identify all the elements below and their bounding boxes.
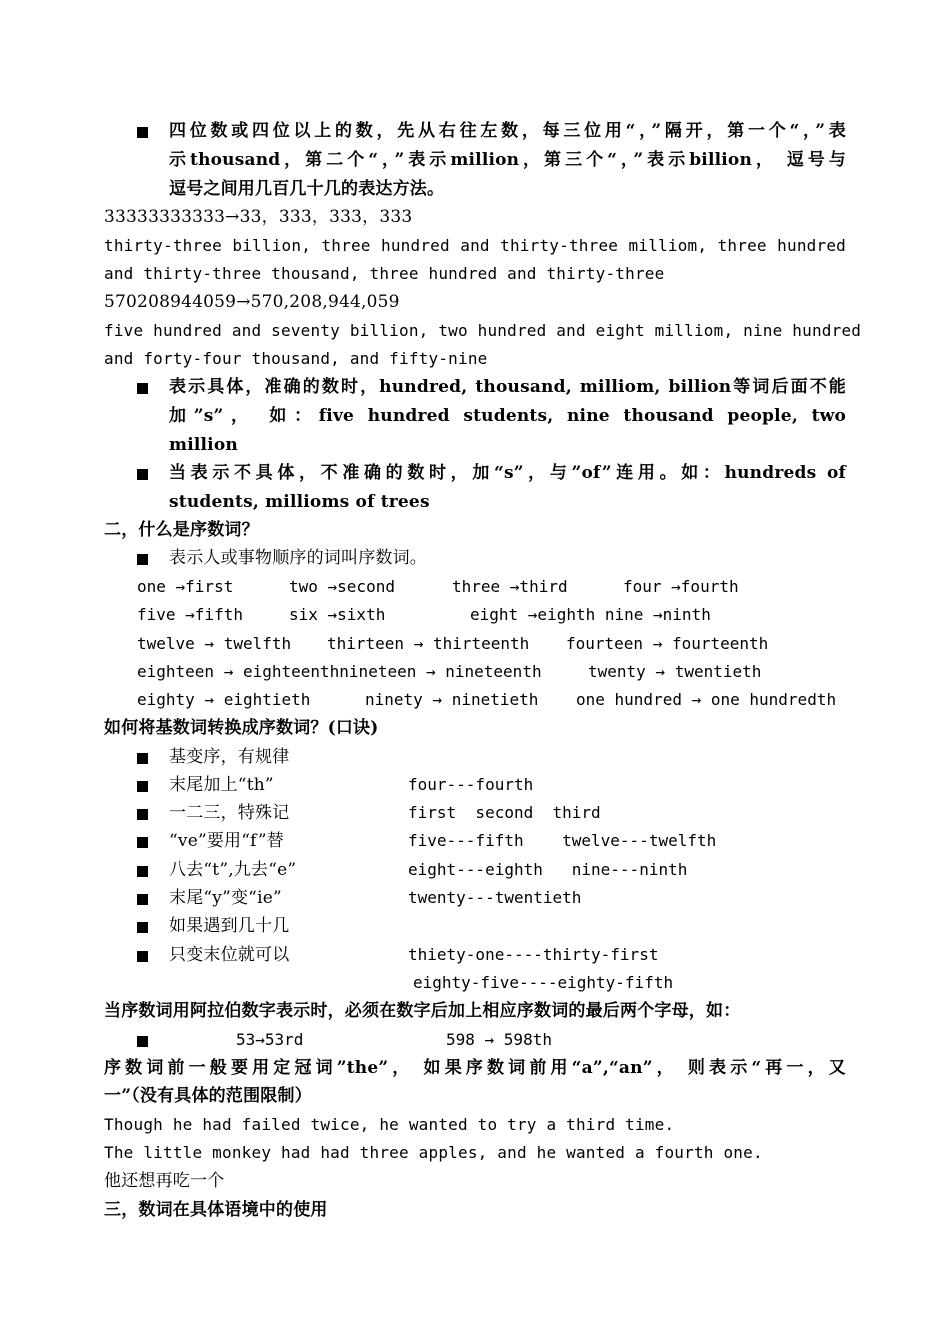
ordinal-pair: one hundred → one hundredth (576, 690, 837, 709)
bullet-square (137, 117, 151, 145)
ordinal-pair: ninety → ninetieth (365, 690, 539, 709)
bullet-square (137, 771, 151, 799)
ordinal-pair: fourteen → fourteenth (566, 634, 769, 653)
rule-item: 一二三，特殊记 (169, 803, 290, 823)
ordinal-pair: thirteen → thirteenth (327, 634, 530, 653)
ordinal-pair: eight →eighth nine →ninth (470, 605, 711, 624)
ordinal-pair: six →sixth (289, 605, 386, 624)
ordinal-pair: eighteen → eighteenthnineteen → nineteenth (137, 662, 542, 681)
rule-text: 当表示不具体，不准确的数时，加“s”，与”of”连用。如：hundreds of (169, 463, 846, 483)
rule-item: “ve”要用“f”替 (169, 831, 284, 851)
bullet-square (137, 373, 151, 401)
example-number: 570208944059→570,208,944,059 (104, 292, 400, 312)
subheading: 如何将基数词转换成序数词？(口诀) (104, 718, 379, 738)
rule-example: eight---eighth nine---ninth (408, 860, 688, 879)
rule-item: 只变末位就可以 (169, 945, 290, 965)
rule-example: five---fifth twelve---twelfth (408, 831, 717, 850)
example-sentence: Though he had failed twice, he wanted to try a third time. (104, 1115, 675, 1134)
section-heading: 二，什么是序数词？ (104, 520, 259, 540)
ordinal-pair: one →first (137, 577, 234, 596)
example-sentence: The little monkey had had three apples, and he wanted a fourth one. (104, 1143, 763, 1162)
rule-example: thiety-one----thirty-first (408, 945, 659, 964)
ordinal-pair: twenty → twentieth (588, 662, 762, 681)
translation-text: 他还想再吃一个 (104, 1171, 225, 1191)
example-number: 33333333333→33，333，333，333 (104, 207, 413, 227)
arabic-example: 598 → 598th (446, 1030, 552, 1049)
rule-text: 加”s”， 如：five hundred students, nine thousand people, two (169, 406, 846, 426)
rule-item: 如果遇到几十几 (169, 916, 290, 936)
bullet-square (137, 856, 151, 884)
rule-text: million (169, 435, 238, 455)
ordinal-pair: four →fourth (623, 577, 739, 596)
rule-item: 末尾“y”变“ie” (169, 888, 282, 908)
section-heading: 三，数词在具体语境中的使用 (104, 1200, 328, 1220)
bullet-square (137, 544, 151, 572)
bullet-square (137, 459, 151, 487)
rule-text: 四位数或四位以上的数，先从右往左数，每三位用“，”隔开，第一个“，”表 (169, 121, 846, 141)
bullet-square (137, 912, 151, 940)
rule-example: twenty---twentieth (408, 888, 582, 907)
bullet-square (137, 827, 151, 855)
subheading: 当序数词用阿拉伯数字表示时，必须在数字后加上相应序数词的最后两个字母，如： (104, 1001, 741, 1021)
rule-text: students, millioms of trees (169, 492, 430, 512)
definition-text: 表示人或事物顺序的词叫序数词。 (169, 548, 427, 568)
ordinal-pair: two →second (289, 577, 395, 596)
rule-item: 末尾加上“th” (169, 775, 274, 795)
bullet-square (137, 743, 151, 771)
rule-example: eighty-five----eighty-fifth (413, 973, 674, 992)
ordinal-pair: five →fifth (137, 605, 243, 624)
example-words: five hundred and seventy billion, two hundred and eight milliom, nine hundred (104, 321, 862, 340)
rule-text: 逗号之间用几百几十几的表达方法。 (169, 179, 445, 199)
rule-text: 表示具体，准确的数时，hundred, thousand, milliom, billion等词后面不能 (169, 377, 846, 397)
bullet-square (137, 799, 151, 827)
rule-example: four---fourth (408, 775, 534, 794)
bullet-square (137, 1026, 151, 1054)
subheading: 一”（没有具体的范围限制） (104, 1086, 312, 1106)
rule-example: first second third (408, 803, 601, 822)
example-words: and forty-four thousand, and fifty-nine (104, 349, 488, 368)
rule-item: 八去“t”,九去“e” (169, 860, 297, 880)
rule-text: 示thousand，第二个“，”表示million，第三个“，”表示billion， 逗号与 (169, 150, 846, 170)
example-words: thirty-three billion, three hundred and thirty-three milliom, three hundred (104, 236, 846, 255)
bullet-square (137, 941, 151, 969)
arabic-example: 53→53rd (236, 1030, 304, 1049)
ordinal-pair: eighty → eightieth (137, 690, 311, 709)
rule-item: 基变序，有规律 (169, 747, 290, 767)
bullet-square (137, 884, 151, 912)
subheading: 序数词前一般要用定冠词”the”， 如果序数词前用“a”,“an”， 则表示“再一，又 (104, 1058, 846, 1078)
ordinal-pair: twelve → twelfth (137, 634, 292, 653)
example-words: and thirty-three thousand, three hundred and thirty-three (104, 264, 665, 283)
ordinal-pair: three →third (452, 577, 568, 596)
